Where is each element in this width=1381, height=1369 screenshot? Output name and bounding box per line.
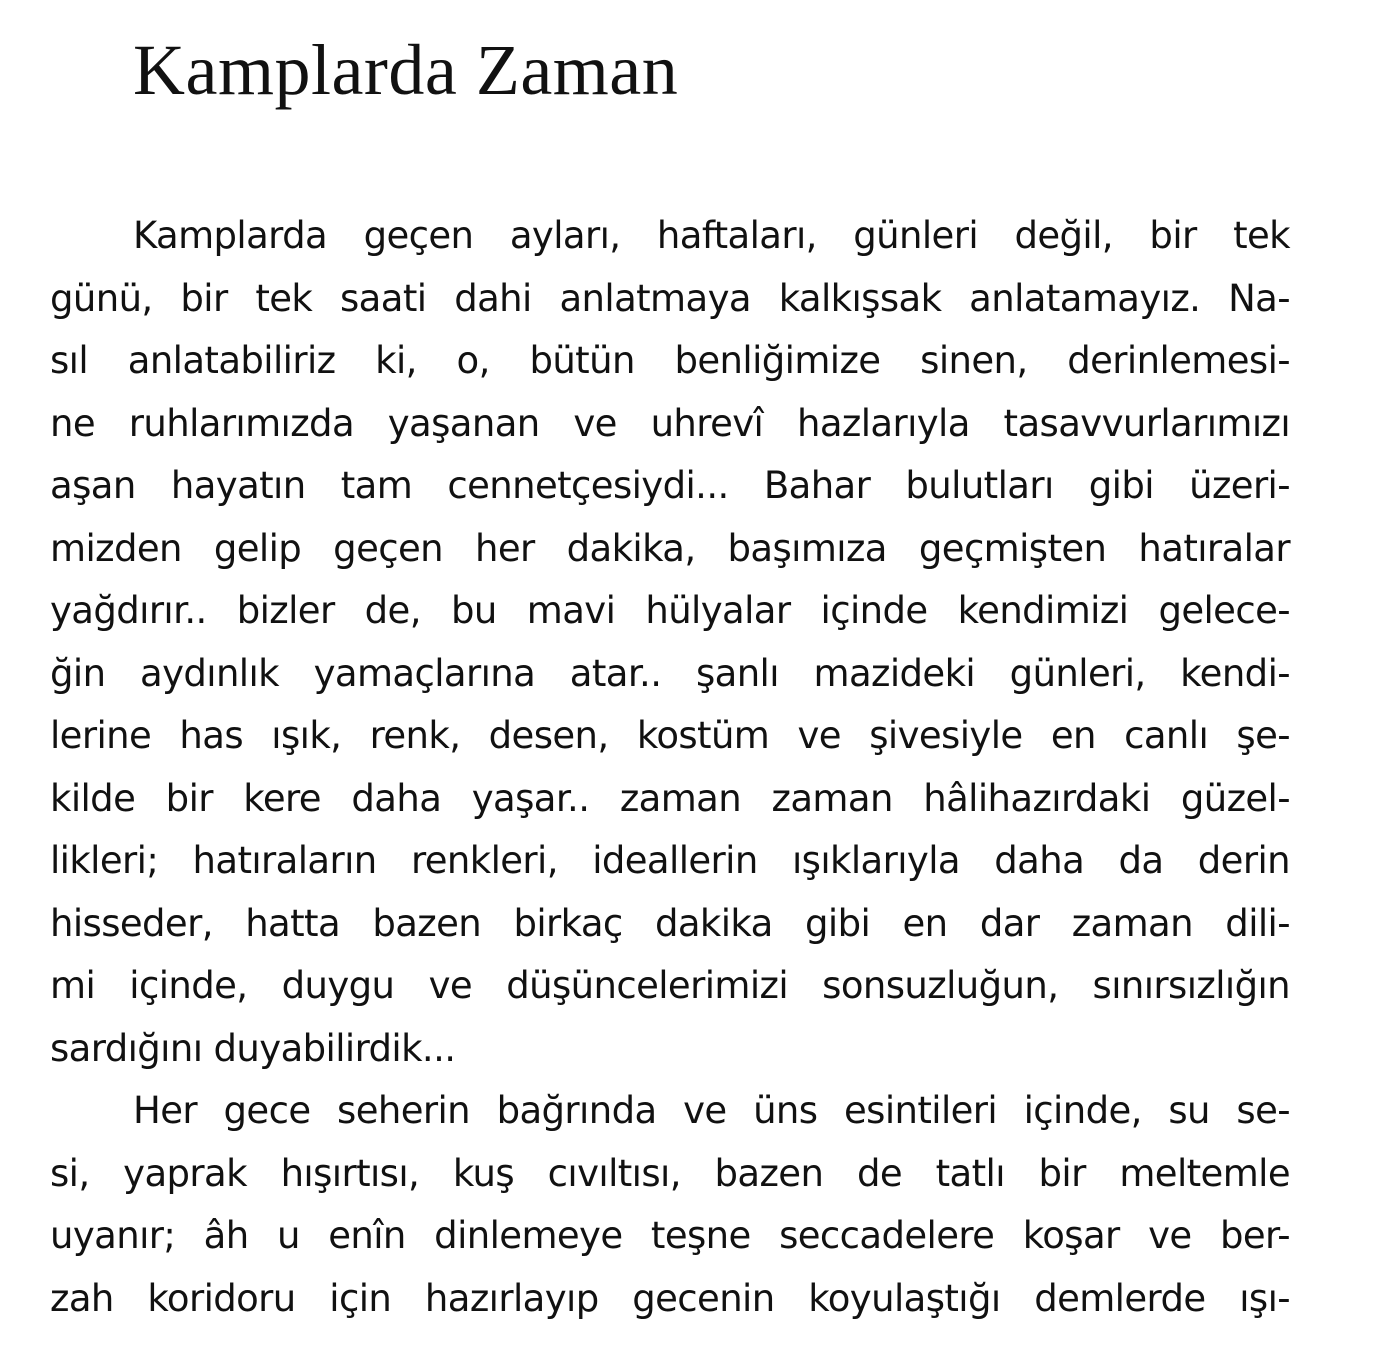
text-line: Kamplarda geçen ayları, haftaları, günleri değil, bir tek xyxy=(133,214,1290,257)
text-line: likleri; hatıraların renkleri, ideallerin ışıklarıyla daha da derin xyxy=(50,839,1290,882)
text-line: si, yaprak hışırtısı, kuş cıvıltısı, bazen de tatlı bir meltemle xyxy=(50,1151,1290,1195)
text-line: hisseder, hatta bazen birkaç dakika gibi en dar zaman dili- xyxy=(50,901,1290,945)
text-line: uyanır; âh u enîn dinlemeye teşne seccadelere koşar ve ber- xyxy=(50,1214,1290,1257)
text-line: zah koridoru için hazırlayıp gecenin koyulaştığı demlerde ışı- xyxy=(50,1276,1290,1320)
text-line: Her gece seherin bağrında ve üns esintileri içinde, su se- xyxy=(133,1089,1290,1132)
text-line: ğin aydınlık yamaçlarına atar.. şanlı mazideki günleri, kendi- xyxy=(50,651,1290,695)
text-line: günü, bir tek saati dahi anlatmaya kalkışsak anlatamayız. Na- xyxy=(50,276,1290,320)
text-line: ne ruhlarımızda yaşanan ve uhrevî hazlarıyla tasavvurlarımızı xyxy=(50,401,1290,445)
text-line: lerine has ışık, renk, desen, kostüm ve şivesiyle en canlı şe- xyxy=(50,714,1290,757)
text-line: kilde bir kere daha yaşar.. zaman zaman hâlihazırdaki güzel- xyxy=(50,776,1290,820)
text-line: sıl anlatabiliriz ki, o, bütün benliğimize sinen, derinlemesi- xyxy=(50,339,1290,382)
chapter-title: Kamplarda Zaman xyxy=(133,30,679,110)
text-line: yağdırır.. bizler de, bu mavi hülyalar içinde kendimizi gelece- xyxy=(50,589,1290,632)
text-line: aşan hayatın tam cennetçesiydi... Bahar bulutları gibi üzeri- xyxy=(50,464,1290,507)
text-line: mizden gelip geçen her dakika, başımıza geçmişten hatıralar xyxy=(50,526,1290,570)
text-line: mi içinde, duygu ve düşüncelerimizi sonsuzluğun, sınırsızlığın xyxy=(50,964,1290,1007)
paragraph-2 xyxy=(50,1080,1290,1330)
chapter-body xyxy=(50,205,1290,1330)
paragraph-1 xyxy=(50,205,1290,1080)
text-line: sardığını duyabilirdik... xyxy=(50,1026,456,1070)
